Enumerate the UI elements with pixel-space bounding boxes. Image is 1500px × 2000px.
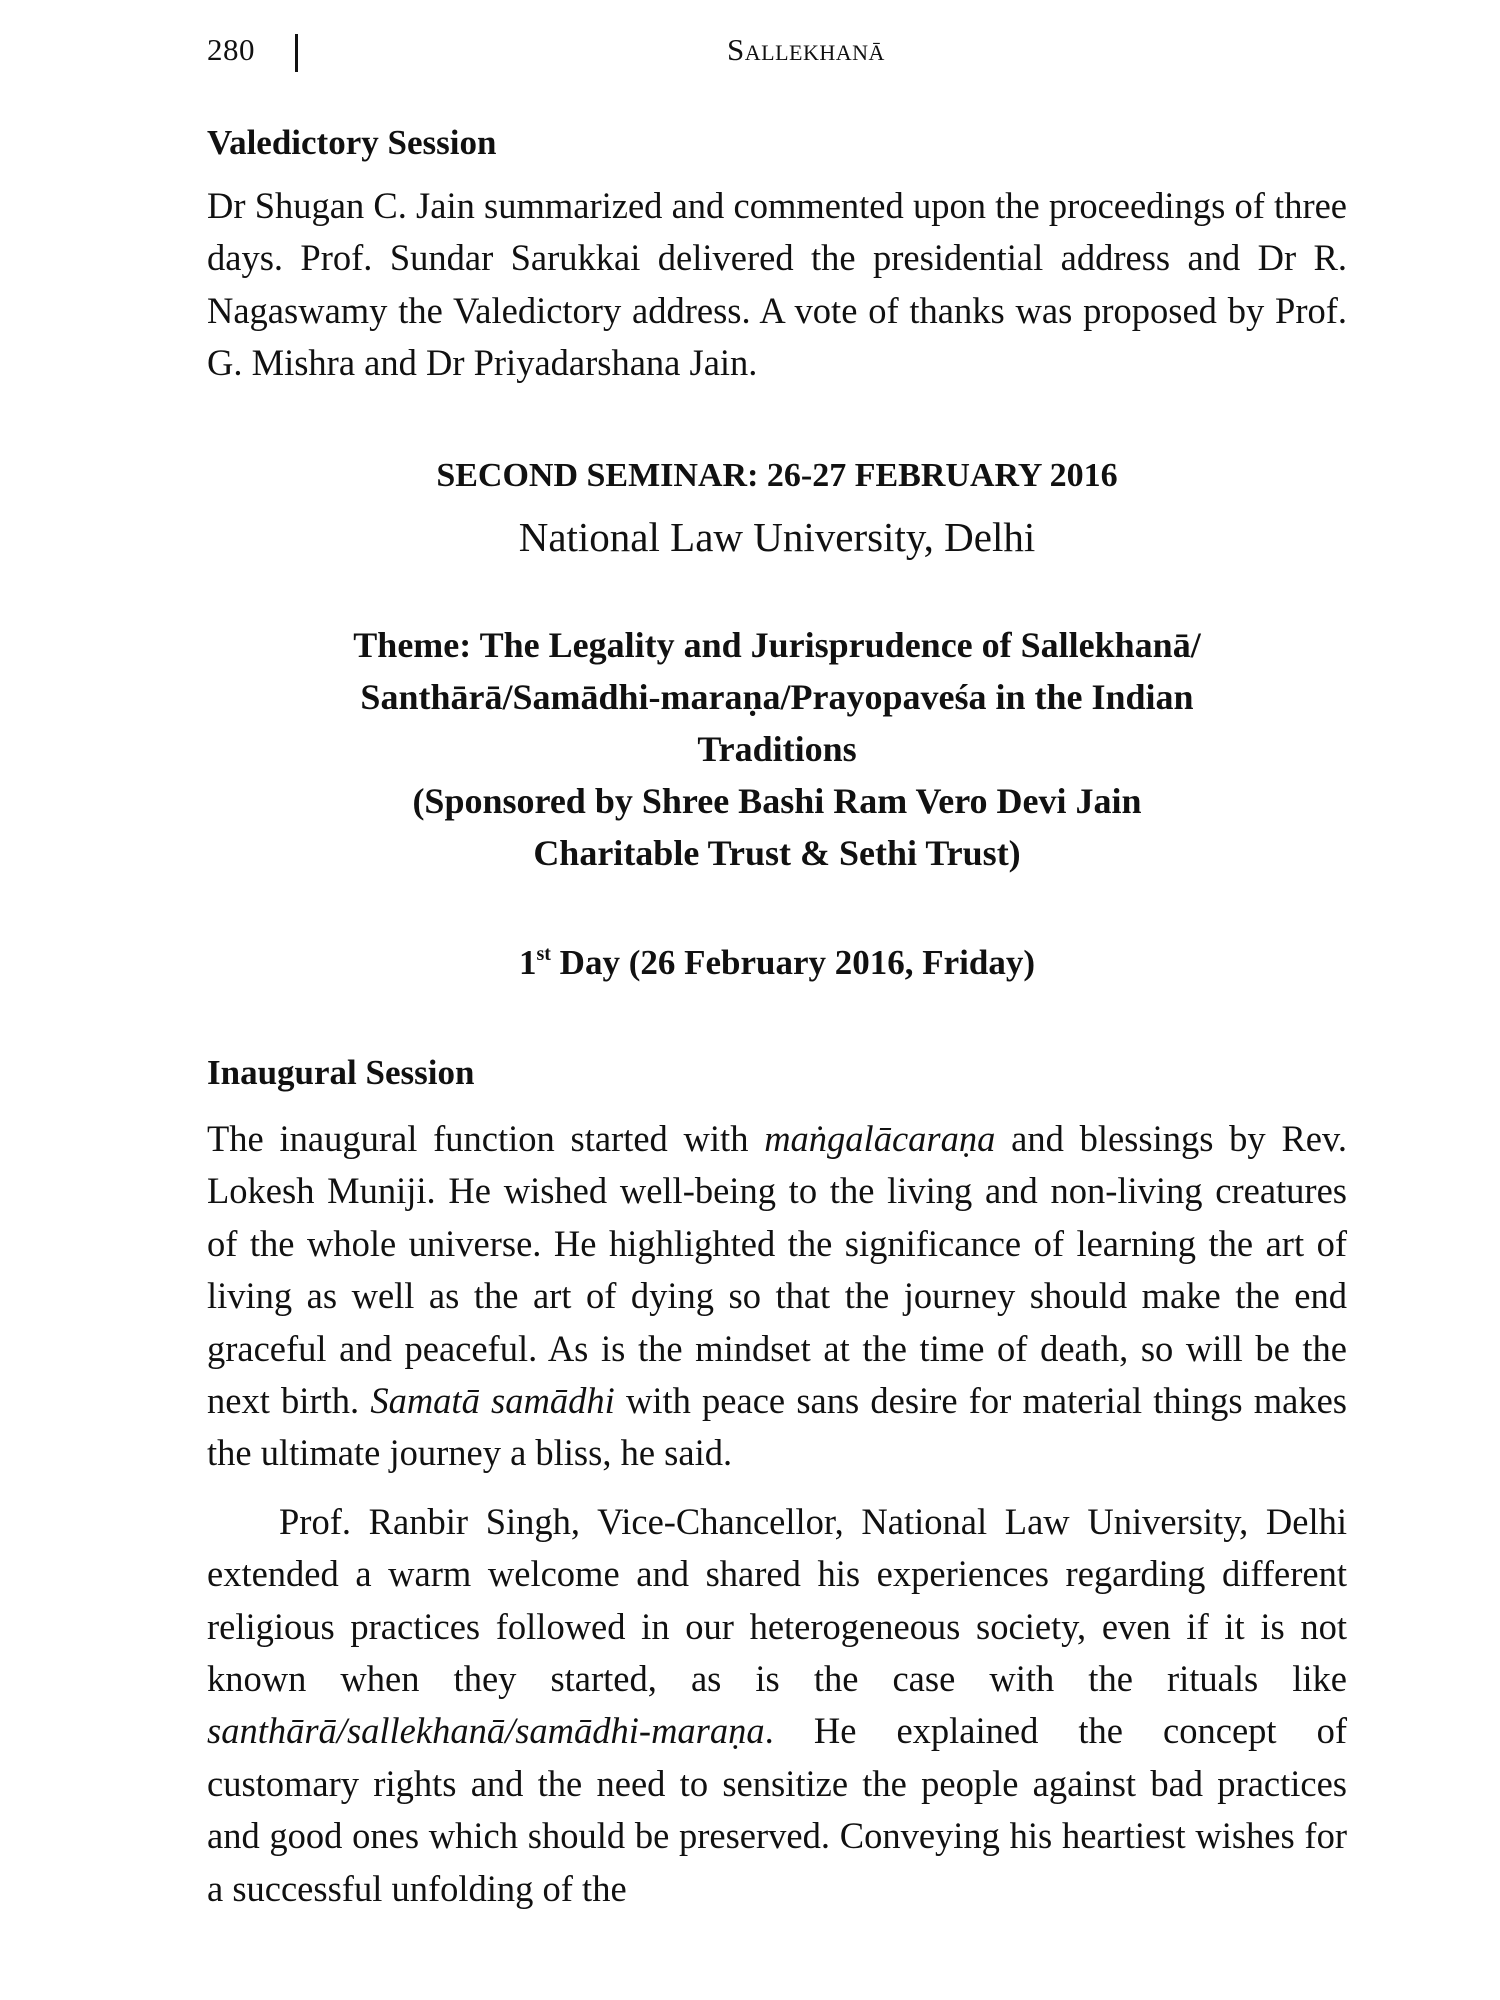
- seminar-venue: National Law University, Delhi: [518, 514, 1036, 560]
- text-run: and blessings by Rev. Lokesh Muniji. He wished well-being to the living and non-living creatures of the whole universe. He highlighted the significance of learning the art of living as well as the art of dying so that the journey should make the end graceful and peaceful. As is the mindset at the time of death, so will be the next birth.: [207, 1118, 1347, 1422]
- running-title: Sallekhanā: [727, 32, 885, 67]
- valedictory-heading: Valedictory Session: [207, 123, 497, 162]
- theme-line-1: Theme: The Legality and Jurisprudence of Sallekhanā/: [353, 625, 1201, 665]
- italic-term: maṅgalācaraṇa: [764, 1118, 996, 1159]
- inaugural-heading: Inaugural Session: [207, 1053, 475, 1092]
- inaugural-paragraph-1: [207, 1113, 1347, 1480]
- text-run: . He explained the concept of customary rights and the need to sensitize the people against bad practices and good ones which should be preserved. Conveying his heartiest wishes for a successful unfolding of the: [207, 1710, 1347, 1909]
- text-run: Prof. Ranbir Singh, Vice-Chancellor, National Law University, Delhi extended a warm welcome and shared his experiences regarding different religious practices followed in our heterogeneous society, even if it is not known when they started, as is the case with the rituals like: [207, 1500, 1347, 1700]
- header-divider: [295, 34, 298, 72]
- theme-block: [207, 619, 1347, 879]
- text-run: with peace sans desire for material things makes the ultimate journey a bliss, he said.: [207, 1380, 1347, 1474]
- seminar-title: SECOND SEMINAR: 26-27 FEBRUARY 2016: [436, 457, 1118, 494]
- sponsor-line-1: (Sponsored by Shree Bashi Ram Vero Devi Jain: [412, 781, 1142, 821]
- text-run: The inaugural function started with: [207, 1118, 765, 1159]
- inaugural-paragraph-2: [207, 1496, 1347, 1915]
- day-number: 1: [518, 943, 537, 982]
- italic-term: Samatā samādhi: [370, 1380, 615, 1422]
- italic-term: santhārā/sallekhanā/samādhi-maraṇa: [207, 1710, 765, 1752]
- day-label: Day (26 February 2016, Friday): [550, 943, 1036, 982]
- page-number: 280: [207, 32, 255, 67]
- valedictory-section: [207, 117, 1347, 390]
- day-heading: [207, 937, 1347, 989]
- theme-line-3: Traditions: [697, 729, 857, 769]
- day-ordinal-suffix: st: [536, 943, 551, 965]
- valedictory-paragraph: Dr Shugan C. Jain summarized and commented upon the proceedings of three days. Prof. Sundar Sarukkai delivered the presidential address and Dr R. Nagaswamy the Valedictory address. A vote of thanks was proposed by Prof. G. Mishra and Dr Priyadarshana Jain.: [207, 185, 1347, 384]
- theme-line-2: Santhārā/Samādhi-maraṇa/Prayopaveśa in the Indian: [360, 677, 1194, 717]
- running-head: [207, 30, 1347, 74]
- seminar-header: [207, 451, 1347, 565]
- inaugural-section: [207, 1047, 1347, 1915]
- sponsor-line-2: Charitable Trust & Sethi Trust): [533, 833, 1021, 873]
